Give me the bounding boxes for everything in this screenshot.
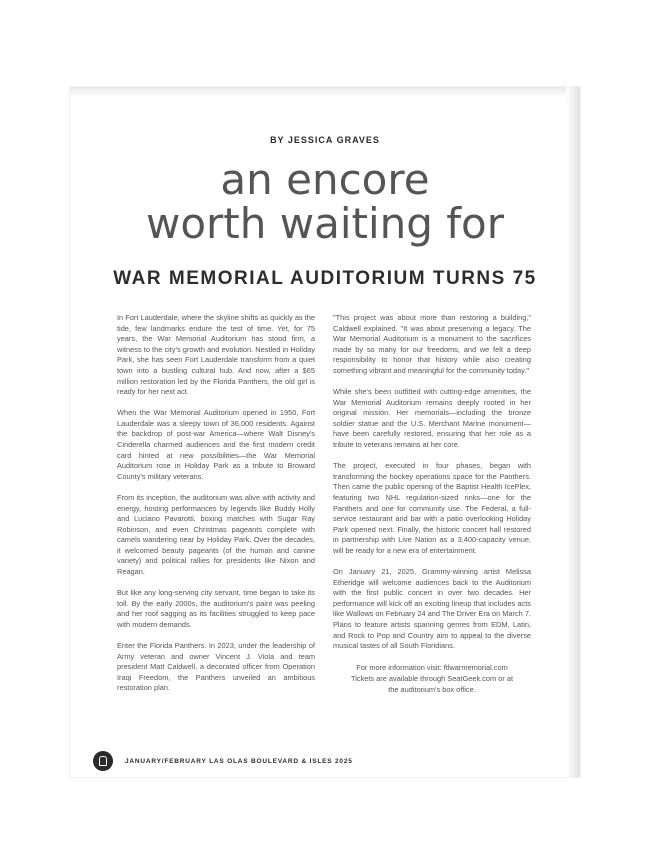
paragraph: "This project was about more than restoring a building," Caldwell explained. "It was about preserving a legacy. The War Memorial Auditorium is a monument to the sacrifices made by so many for our freedoms, and we felt a deep responsibility to honor that history while also creating something vibrant and meaningful for the community today." [333, 313, 531, 375]
right-column [333, 313, 531, 695]
title-line-1: an encore [220, 155, 430, 204]
paragraph: Enter the Florida Panthers. In 2023, under the leadership of Army veteran and owner Vincent J. Viola and team president Matt Caldwell, a decorated officer from Operation Iraqi Freedom, the Panthers unveiled an ambitious restoration plan. [117, 641, 315, 693]
paragraph: From its inception, the auditorium was alive with activity and energy, hosting performances by legends like Buddy Holly and Luciano Pavarotti, boxing matches with Sugar Ray Robinson, and even Christmas pageants complete with camels wandering near by Holiday Park. Over the decades, it welcomed beauty pageants (of the human and canine variety) and political rallies for presidents like Nixon and Reagan. [117, 492, 315, 577]
info-line-website: For more information visit: ftlwarmemorial.com [356, 663, 508, 673]
paragraph: In Fort Lauderdale, where the skyline shifts as quickly as the tide, few landmarks endure the test of time. Yet, for 75 years, the War Memorial Auditorium has stood firm, a witness to the city's growth and evolution. Nestled in Holiday Park, she has seen Fort Lauderdale transform from a quiet town into a bustling cultural hub. And now, after a $65 million restoration led by the Florida Panthers, the old girl is ready for her next act. [117, 313, 315, 397]
paragraph: On January 21, 2025, Grammy-winning artist Melissa Etheridge will welcome audiences back to the Auditorium with the first public concert in over two decades. Her performance will kick off an exciting lineup that includes acts like Wallows on February 24 and The Driver Era on March 7. Plans to feature artists spanning genres from EDM, Latin, and Rock to Pop and Country aim to appeal to the diverse musical tastes of all South Floridians. [333, 566, 531, 651]
page-footer [93, 750, 353, 772]
more-info [333, 662, 531, 695]
footer-issue-text: JANUARY/FEBRUARY LAS OLAS BOULEVARD & ISLES 2025 [125, 757, 353, 765]
paragraph: But like any long-serving city servant, time began to take its toll. By the early 2000s, the auditorium's paint was peeling and her roof sagging as its facilities struggled to keep pace with modern demands. [117, 588, 315, 629]
magazine-logo-icon [93, 751, 113, 771]
left-column [117, 313, 315, 705]
byline: BY JESSICA GRAVES [270, 135, 380, 145]
article-headline: WAR MEMORIAL AUDITORIUM TURNS 75 [113, 268, 537, 289]
article-title [70, 155, 580, 248]
paragraph: When the War Memorial Auditorium opened in 1950, Fort Lauderdale was a sleepy town of 36,000 residents. Against the backdrop of post-war America—where Walt Disney's Cinderella charmed audiences and the first modern credit card hinted at new possibilities—the War Memorial Auditorium rose in Holiday Park as a tribute to Broward County's military veterans. [117, 408, 315, 481]
info-line-tickets: Tickets are available through SeatGeek.com or at [351, 674, 513, 684]
page-top-shadow [70, 87, 580, 97]
paragraph: While she's been outfitted with cutting-edge amenities, the War Memorial Auditorium remains deeply rooted in her original mission. Her memorials—including the bronze soldier statue and the U.S. Merchant Marine monument—have been carefully restored, ensuring that her role as a tribute to veterans remains at her core. [333, 387, 531, 450]
paragraph: The project, executed in four phases, began with transforming the hockey operations space for the Panthers. Then came the public opening of the Baptist Health IcePlex, featuring two NHL regulation-sized rinks—one for the Panthers and one for community use. The Federal, a full-service restaurant and bar with a patio overlooking Holiday Park opened next. Finally, the historic concert hall restored in partnership with Live Nation as a 3,400-capacity venue, will be ready for a new era of entertainment. [333, 461, 531, 555]
title-line-2: worth waiting for [145, 199, 505, 248]
info-line-box-office: the auditorium's box office. [388, 685, 476, 695]
